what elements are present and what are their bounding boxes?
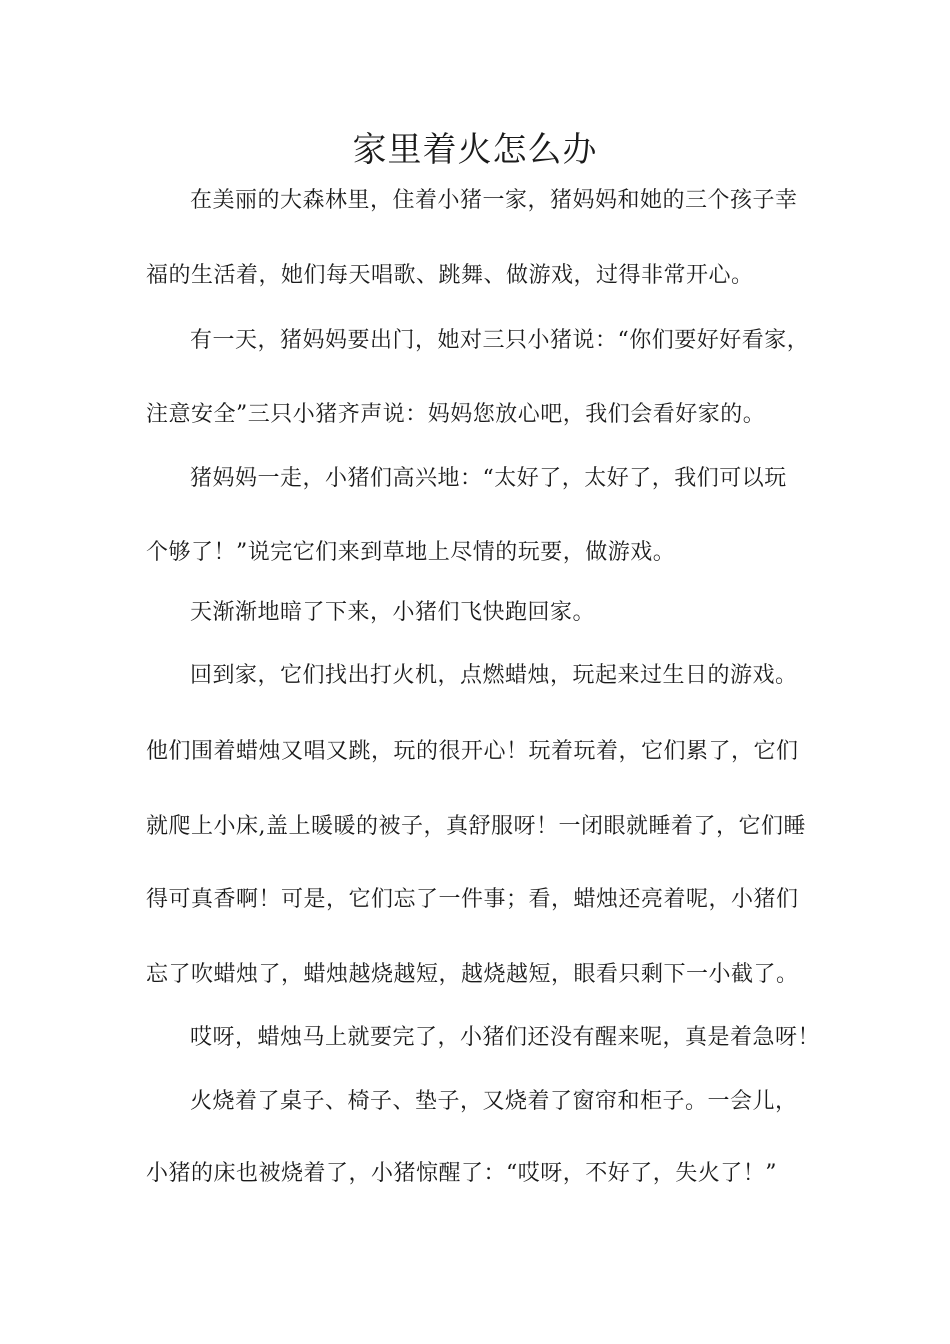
paragraph-line: 回到家，它们找出打火机，点燃蜡烛，玩起来过生日的游戏。 (190, 663, 798, 688)
paragraph-line: 福的生活着，她们每天唱歌、跳舞、做游戏，过得非常开心。 (146, 263, 754, 288)
paragraph-line: 注意安全”三只小猪齐声说：妈妈您放心吧，我们会看好家的。 (146, 402, 766, 427)
paragraph-line: 火烧着了桌子、椅子、垫子，又烧着了窗帘和柜子。一会儿， (190, 1089, 798, 1114)
paragraph-line: 得可真香啊！可是，它们忘了一件事；看，蜡烛还亮着呢，小猪们 (146, 887, 799, 912)
paragraph-line: 就爬上小床,盖上暖暖的被子，真舒服呀！一闭眼就睡着了，它们睡 (146, 814, 806, 839)
document-title: 家里着火怎么办 (352, 130, 598, 170)
paragraph-line: 猪妈妈一走，小猪们高兴地：“太好了，太好了，我们可以玩 (190, 466, 787, 491)
paragraph-line: 小猪的床也被烧着了，小猪惊醒了：“哎呀，不好了，失火了！” (146, 1161, 777, 1186)
paragraph-line: 天渐渐地暗了下来，小猪们飞快跑回家。 (190, 600, 596, 625)
paragraph-line: 有一天，猪妈妈要出门，她对三只小猪说：“你们要好好看家， (190, 328, 810, 353)
paragraph-line: 他们围着蜡烛又唱又跳，玩的很开心！玩着玩着，它们累了，它们 (146, 739, 799, 764)
paragraph-line: 个够了！”说完它们来到草地上尽情的玩要，做游戏。 (146, 540, 676, 565)
paragraph-line: 在美丽的大森林里，住着小猪一家，猪妈妈和她的三个孩子幸 (190, 188, 798, 213)
paragraph-line: 忘了吹蜡烛了，蜡烛越烧越短，越烧越短，眼看只剩下一小截了。 (146, 962, 799, 987)
paragraph-line: 哎呀，蜡烛马上就要完了，小猪们还没有醒来呢，真是着急呀！ (190, 1025, 821, 1050)
